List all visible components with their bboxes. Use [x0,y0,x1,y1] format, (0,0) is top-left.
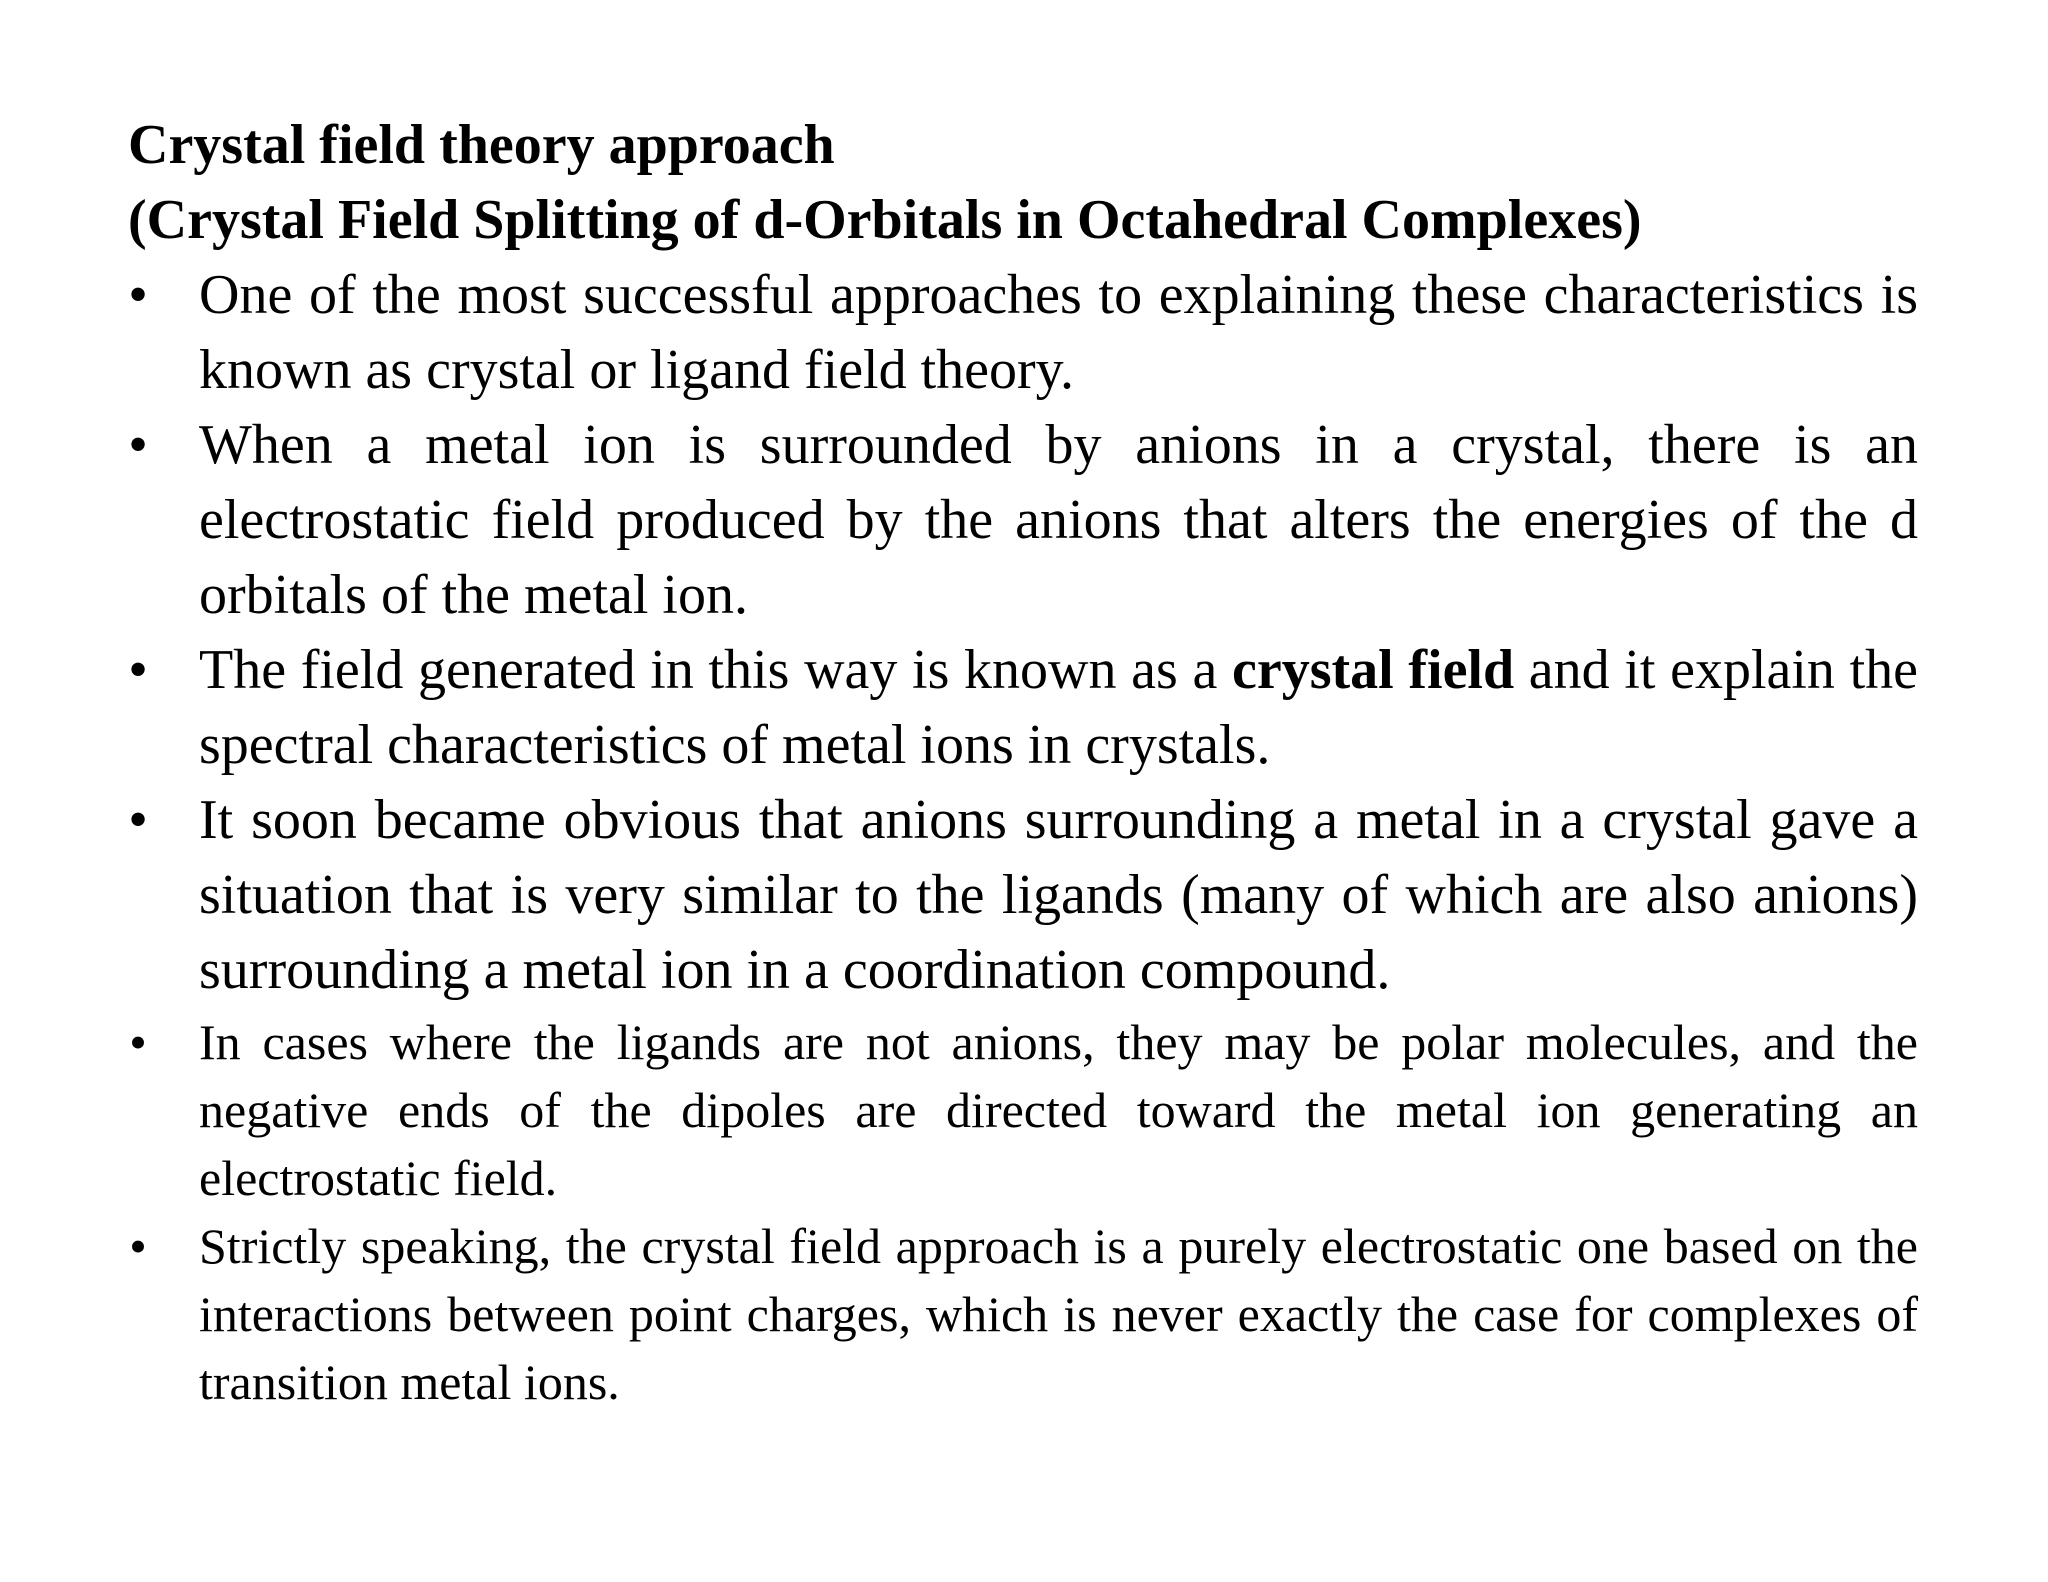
bullet-item [128,633,1918,783]
bullet-dot-icon: • [128,789,148,851]
bullet-list [128,258,1918,1416]
bullet-text-before: The field generated in this way is known as a [199,639,1232,701]
bullet-text: When a metal ion is surrounded by anions in a crystal, there is an electrostatic field produced by the anions that alters the energies of the d orbitals of the metal ion. [199,414,1918,626]
bullet-text: Strictly speaking, the crystal field approach is a purely electrostatic one based on the interactions between point charges, which is never exactly the case for complexes of transition metal ions. [199,1218,1918,1410]
bullet-text: It soon became obvious that anions surrounding a metal in a crystal gave a situation that is very similar to the ligands (many of which are also anions) surrounding a metal ion in a coordination compound. [199,789,1918,1001]
bullet-item [128,258,1918,408]
title-line-2: (Crystal Field Splitting of d-Orbitals in Octahedral Complexes) [128,189,1642,251]
bullet-dot-icon: • [128,414,148,476]
bullet-item [128,1212,1918,1416]
bullet-dot-icon: • [129,1218,147,1274]
bullet-item [128,1008,1918,1212]
slide-content [128,108,1918,1416]
bullet-dot-icon: • [128,264,148,326]
bullet-dot-icon: • [129,1014,147,1070]
slide-title [128,108,1918,258]
title-line-1: Crystal field theory approach [128,114,835,176]
bullet-item [128,408,1918,633]
bullet-text: In cases where the ligands are not anions, they may be polar molecules, and the negative ends of the dipoles are directed toward the metal ion generating an electrostatic field. [199,1014,1918,1206]
bullet-text-after: and it explain the spectral characteristics of metal ions in crystals. [199,639,1919,776]
bullet-dot-icon: • [128,639,148,701]
bullet-text-bold: crystal field [1232,639,1515,701]
bullet-text: One of the most successful approaches to explaining these characteristics is known as crystal or ligand field theory. [199,264,1918,401]
bullet-item [128,783,1918,1008]
